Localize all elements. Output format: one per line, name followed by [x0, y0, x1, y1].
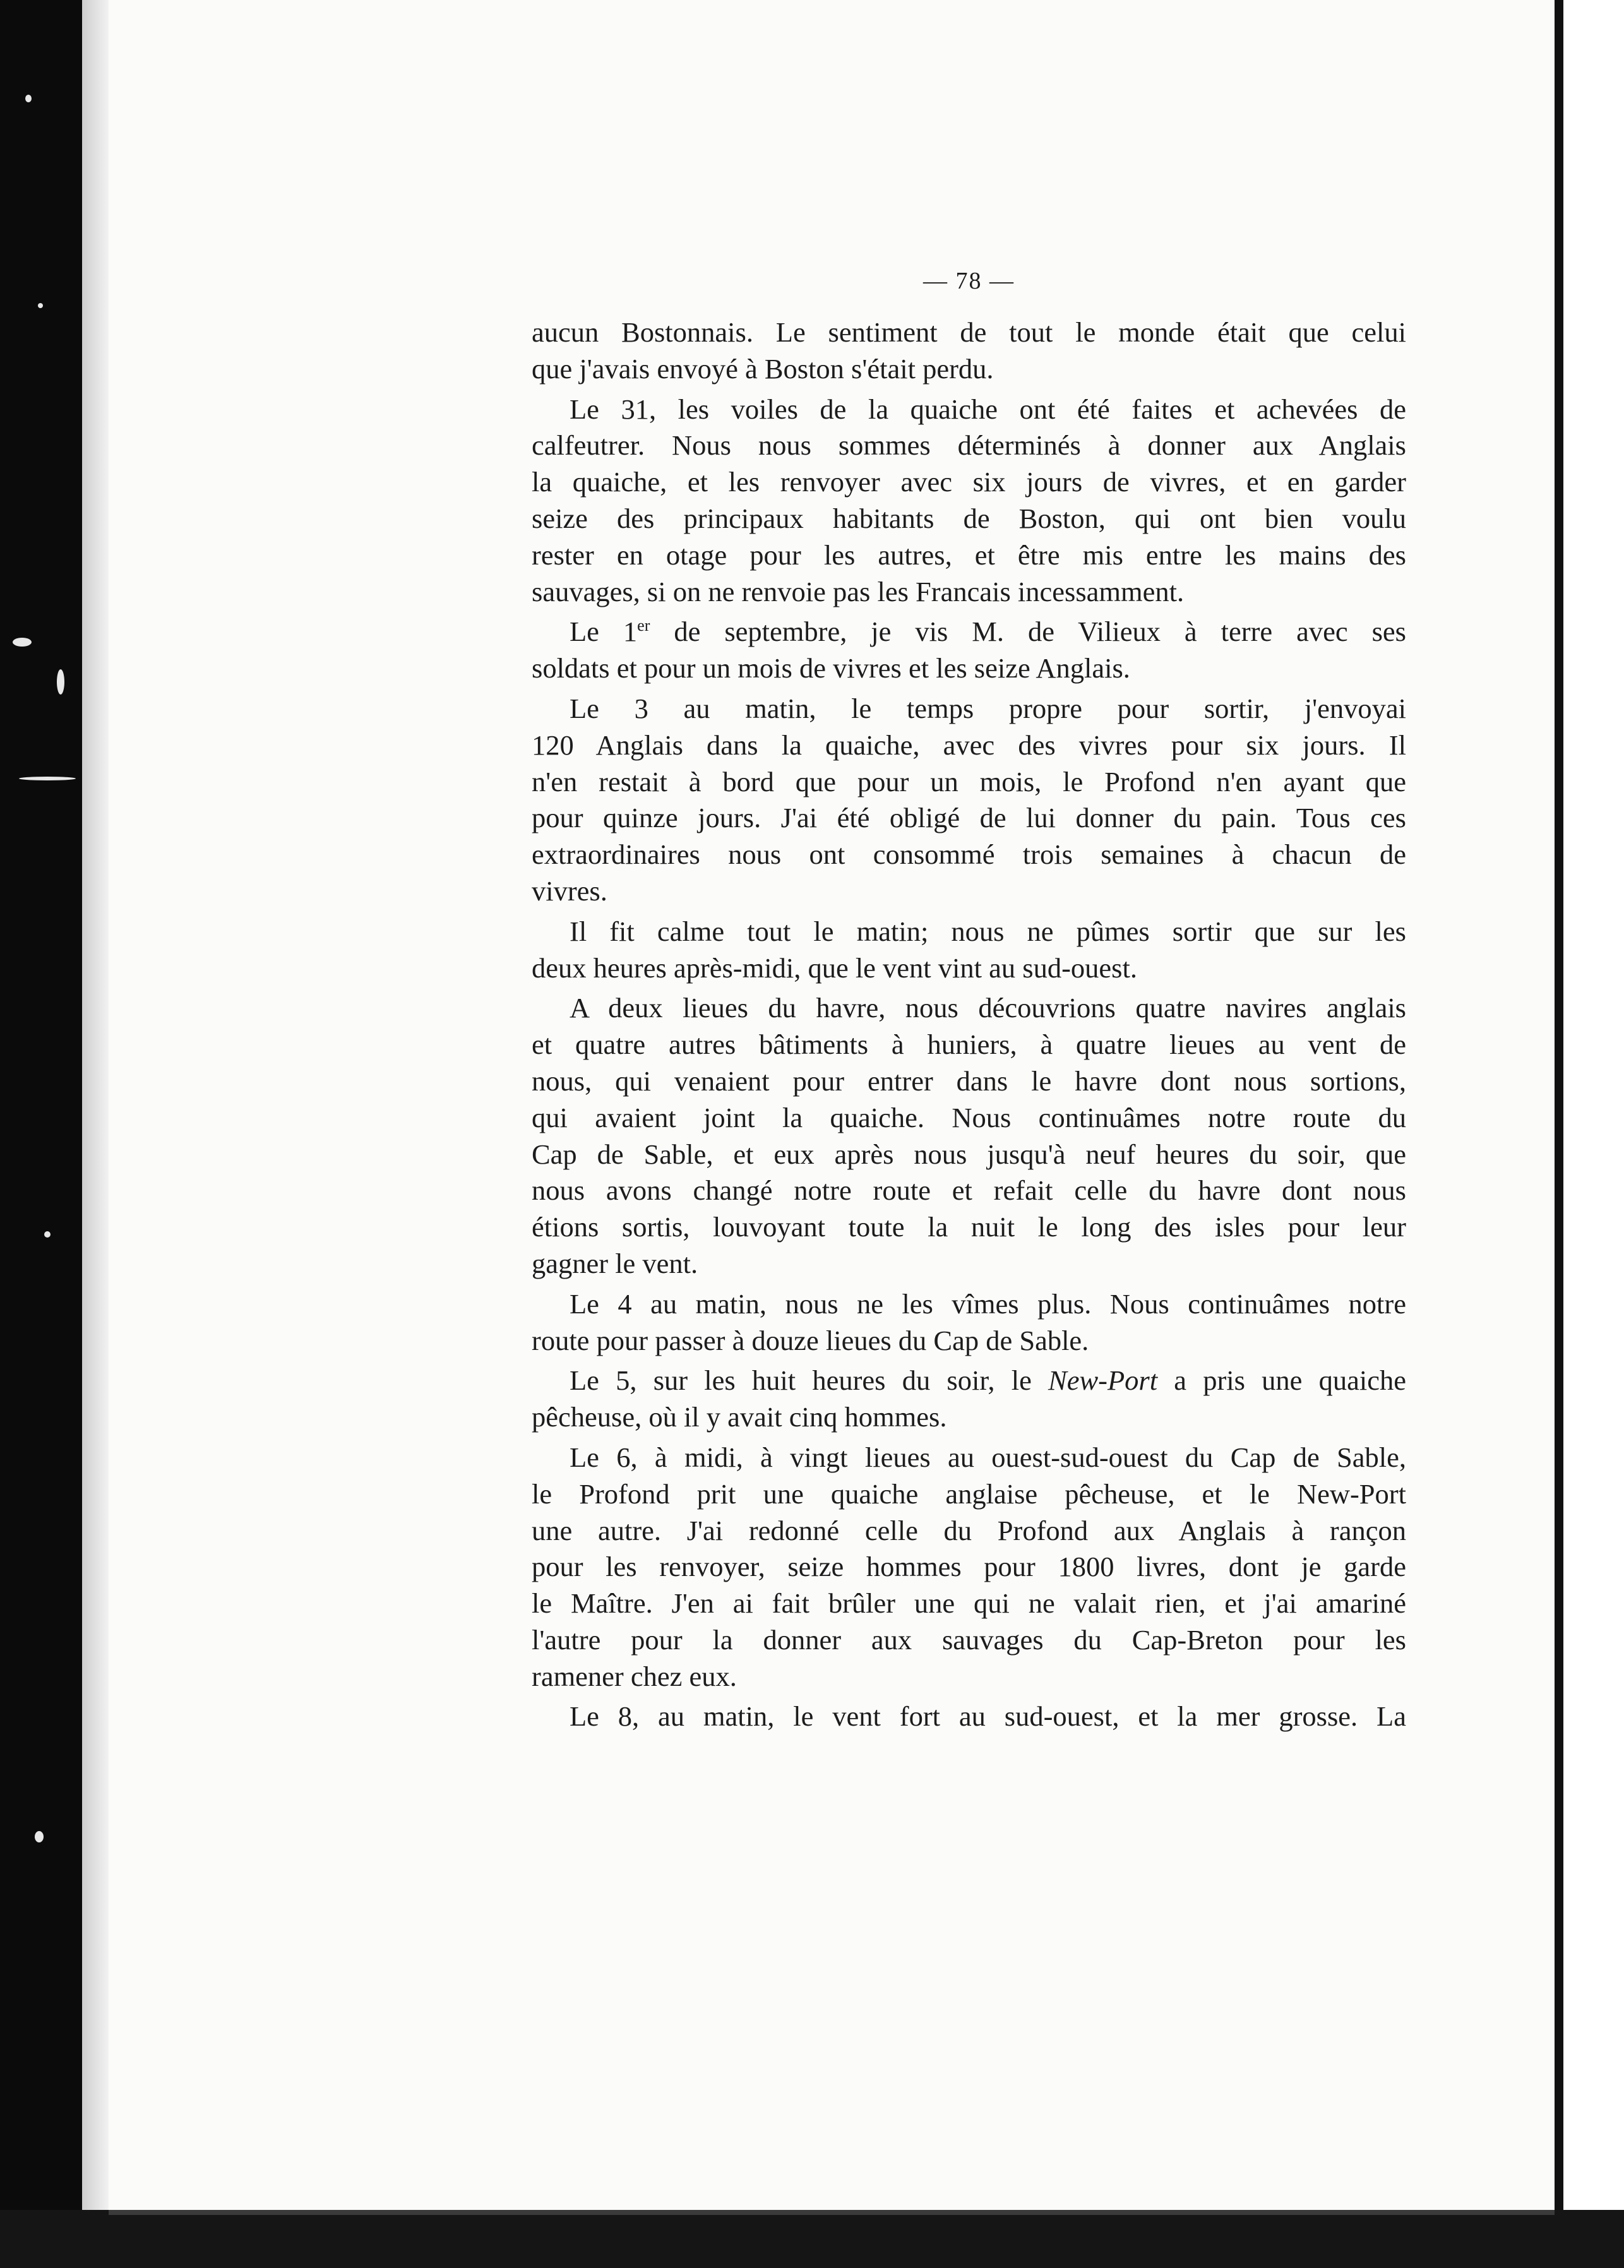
text-line: nous, qui venaient pour entrer dans le havre dont nous sortions, — [532, 1065, 1406, 1097]
paragraph — [532, 691, 1406, 910]
text-line: gagner le vent. — [532, 1247, 698, 1279]
text-line: route pour passer à douze lieues du Cap de Sable. — [532, 1324, 1089, 1356]
text-line: pêcheuse, où il y avait cinq hommes. — [532, 1401, 947, 1433]
text-fragment: Le 5, sur les huit heures du soir, le — [570, 1364, 1049, 1397]
page-gutter-shadow — [82, 0, 109, 2268]
paragraph — [532, 914, 1406, 987]
text-line: extraordinaires nous ont consommé trois semaines à chacun de — [532, 839, 1406, 871]
right-margin — [1563, 0, 1624, 2268]
text-line: Le 8, au matin, le vent fort au sud-ouest, et la mer grosse. La — [570, 1700, 1406, 1733]
paragraph — [532, 1698, 1406, 1735]
text-line: une autre. J'ai redonné celle du Profond aux Anglais à rançon — [532, 1514, 1406, 1546]
text-line: sauvages, si on ne renvoie pas les Francais incessamment. — [532, 575, 1185, 607]
text-fragment: a pris une quaiche — [1157, 1364, 1407, 1397]
paragraph — [532, 1286, 1406, 1359]
ordinal-superscript: er — [637, 616, 650, 635]
text-line: 120 Anglais dans la quaiche, avec des vivres pour six jours. Il — [532, 729, 1406, 761]
text-fragment: de septembre, je vis M. de Vilieux à terre avec ses — [650, 616, 1406, 648]
scanner-edge-left — [0, 0, 82, 2268]
paragraph — [532, 1440, 1406, 1695]
paragraph — [532, 391, 1406, 611]
ship-name: New-Port — [1048, 1364, 1158, 1397]
text-line: n'en restait à bord que pour un mois, le Profond n'en ayant que — [532, 765, 1406, 797]
text-line: que j'avais envoyé à Boston s'était perdu. — [532, 352, 994, 385]
text-line: Il fit calme tout le matin; nous ne pûmes sortir que sur les — [570, 915, 1406, 947]
text-line: aucun Bostonnais. Le sentiment de tout le monde était que celui — [532, 316, 1406, 348]
text-line: le Profond prit une quaiche anglaise pêcheuse, et le New-Port — [532, 1477, 1406, 1510]
text-line — [532, 1363, 1406, 1399]
text-line: ramener chez eux. — [532, 1660, 737, 1692]
text-line: rester en otage pour les autres, et être mis entre les mains des — [532, 539, 1406, 571]
text-line: Le 4 au matin, nous ne les vîmes plus. Nous continuâmes notre — [570, 1287, 1406, 1320]
paragraph — [532, 314, 1406, 388]
text-line: seize des principaux habitants de Boston, qui ont bien voulu — [532, 502, 1406, 534]
text-line: A deux lieues du havre, nous découvrions quatre navires anglais — [570, 992, 1406, 1024]
text-line: Cap de Sable, et eux après nous jusqu'à neuf heures du soir, que — [532, 1138, 1406, 1170]
text-line — [532, 614, 1406, 650]
text-line: calfeutrer. Nous nous sommes déterminés à donner aux Anglais — [532, 429, 1406, 462]
text-line: et quatre autres bâtiments à huniers, à quatre lieues au vent de — [532, 1029, 1406, 1061]
text-line: pour quinze jours. J'ai été obligé de lui donner du pain. Tous ces — [532, 802, 1406, 834]
page-text-block — [532, 265, 1406, 1739]
text-line: qui avaient joint la quaiche. Nous continuâmes notre route du — [532, 1101, 1406, 1133]
text-line: pour les renvoyer, seize hommes pour 1800 livres, dont je garde — [532, 1551, 1406, 1583]
paragraph — [532, 1363, 1406, 1436]
paragraph — [532, 614, 1406, 687]
scanner-edge-right — [1555, 0, 1563, 2210]
text-line: soldats et pour un mois de vivres et les seize Anglais. — [532, 652, 1130, 684]
paragraph — [532, 990, 1406, 1282]
text-line: Le 3 au matin, le temps propre pour sortir, j'envoyai — [570, 692, 1406, 724]
scanner-edge-bottom — [0, 2210, 1624, 2268]
text-line: étions sortis, louvoyant toute la nuit le long des isles pour leur — [532, 1211, 1406, 1243]
text-line: l'autre pour la donner aux sauvages du Cap-Breton pour les — [532, 1623, 1406, 1656]
text-line: la quaiche, et les renvoyer avec six jours de vivres, et en garder — [532, 466, 1406, 498]
text-line: Le 31, les voiles de la quaiche ont été faites et achevées de — [570, 393, 1406, 425]
text-fragment: Le 1 — [570, 616, 638, 648]
page-number: — 78 — — [923, 268, 1015, 294]
text-line: deux heures après-midi, que le vent vint au sud-ouest. — [532, 952, 1137, 984]
text-line: nous avons changé notre route et refait celle du havre dont nous — [532, 1174, 1406, 1207]
text-line: Le 6, à midi, à vingt lieues au ouest-sud-ouest du Cap de Sable, — [570, 1441, 1406, 1473]
text-line: vivres. — [532, 874, 607, 907]
text-line: le Maître. J'en ai fait brûler une qui ne valait rien, et j'ai amariné — [532, 1587, 1406, 1620]
